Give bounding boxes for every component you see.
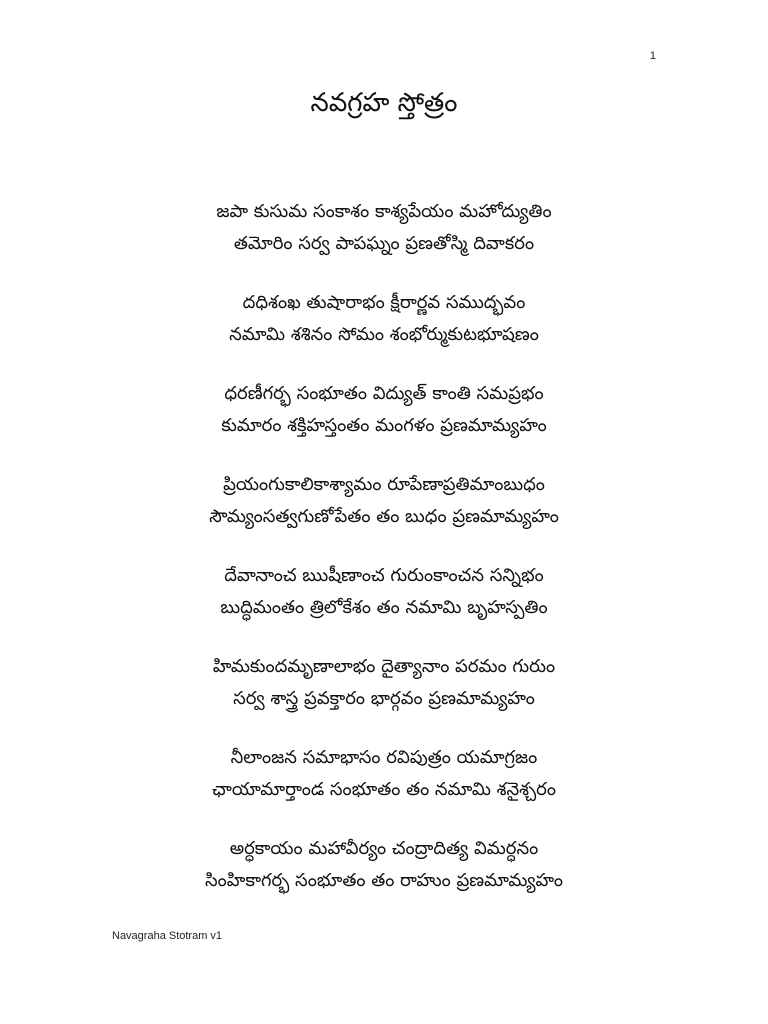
verse-line: నీలాంజన సమాభాసం రవిపుత్రం యమాగ్రజం — [230, 747, 538, 768]
verse-line: జపా కుసుమ సంకాశం కాశ్యపేయం మహోద్యుతిం — [216, 201, 552, 222]
verse-line: నమామి శశినం సోమం శంభోర్ముకుటభూషణం — [229, 324, 539, 345]
stanza-6 — [0, 651, 768, 742]
verses — [0, 196, 768, 924]
verse-line: ధరణీగర్భ సంభూతం విద్యుత్ కాంతి సమప్రభం — [224, 383, 544, 404]
verse-line: సర్వ శాస్త్ర ప్రవక్తారం భార్గవం ప్రణమామ్యహం — [233, 688, 535, 709]
verse-line: అర్ధకాయం మహావీర్యం చంద్రాదిత్య విమర్ధనం — [229, 838, 539, 859]
stanza-7 — [0, 742, 768, 833]
page-number: 1 — [649, 50, 656, 62]
stanza-2 — [0, 287, 768, 378]
stanza-8 — [0, 833, 768, 924]
verse-line: ప్రియంగుకాలికాశ్యామం రూపేణాప్రతిమాంబుధం — [223, 474, 545, 495]
verse-line: దేవానాంచ ఋషీణాంచ గురుంకాంచన సన్నిభం — [224, 565, 544, 586]
verse-line: సౌమ్యంసత్వగుణోపేతం తం బుధం ప్రణమామ్యహం — [209, 506, 559, 527]
stanza-3 — [0, 378, 768, 469]
verse-line: సింహికాగర్భ సంభూతం తం రాహుం ప్రణమామ్యహం — [204, 870, 564, 891]
stanza-4 — [0, 469, 768, 560]
verse-line: కుమారం శక్తిహస్తంతం మంగళం ప్రణమామ్యహం — [221, 415, 547, 436]
page-title: నవగ్రహ స్తోత్రం — [310, 88, 458, 118]
verse-line: తమోరిం సర్వ పాపఘ్నం ప్రణతోస్మి దివాకరం — [233, 233, 535, 254]
footer-text: Navagraha Stotram v1 — [112, 930, 223, 942]
verse-line: హిమకుందమృణాలాభం దైత్యానాం పరమం గురుం — [212, 656, 556, 677]
verse-line: బుద్ధిమంతం త్రిలోకేశం తం నమామి బృహస్పతిం — [220, 597, 548, 618]
stanza-1 — [0, 196, 768, 287]
verse-line: ఛాయామార్తాండ సంభూతం తం నమామి శనైశ్చరం — [212, 779, 556, 800]
stanza-5 — [0, 560, 768, 651]
verse-line: దధిశంఖ తుషారాభం క్షీరార్ణవ సముద్భవం — [242, 292, 526, 313]
